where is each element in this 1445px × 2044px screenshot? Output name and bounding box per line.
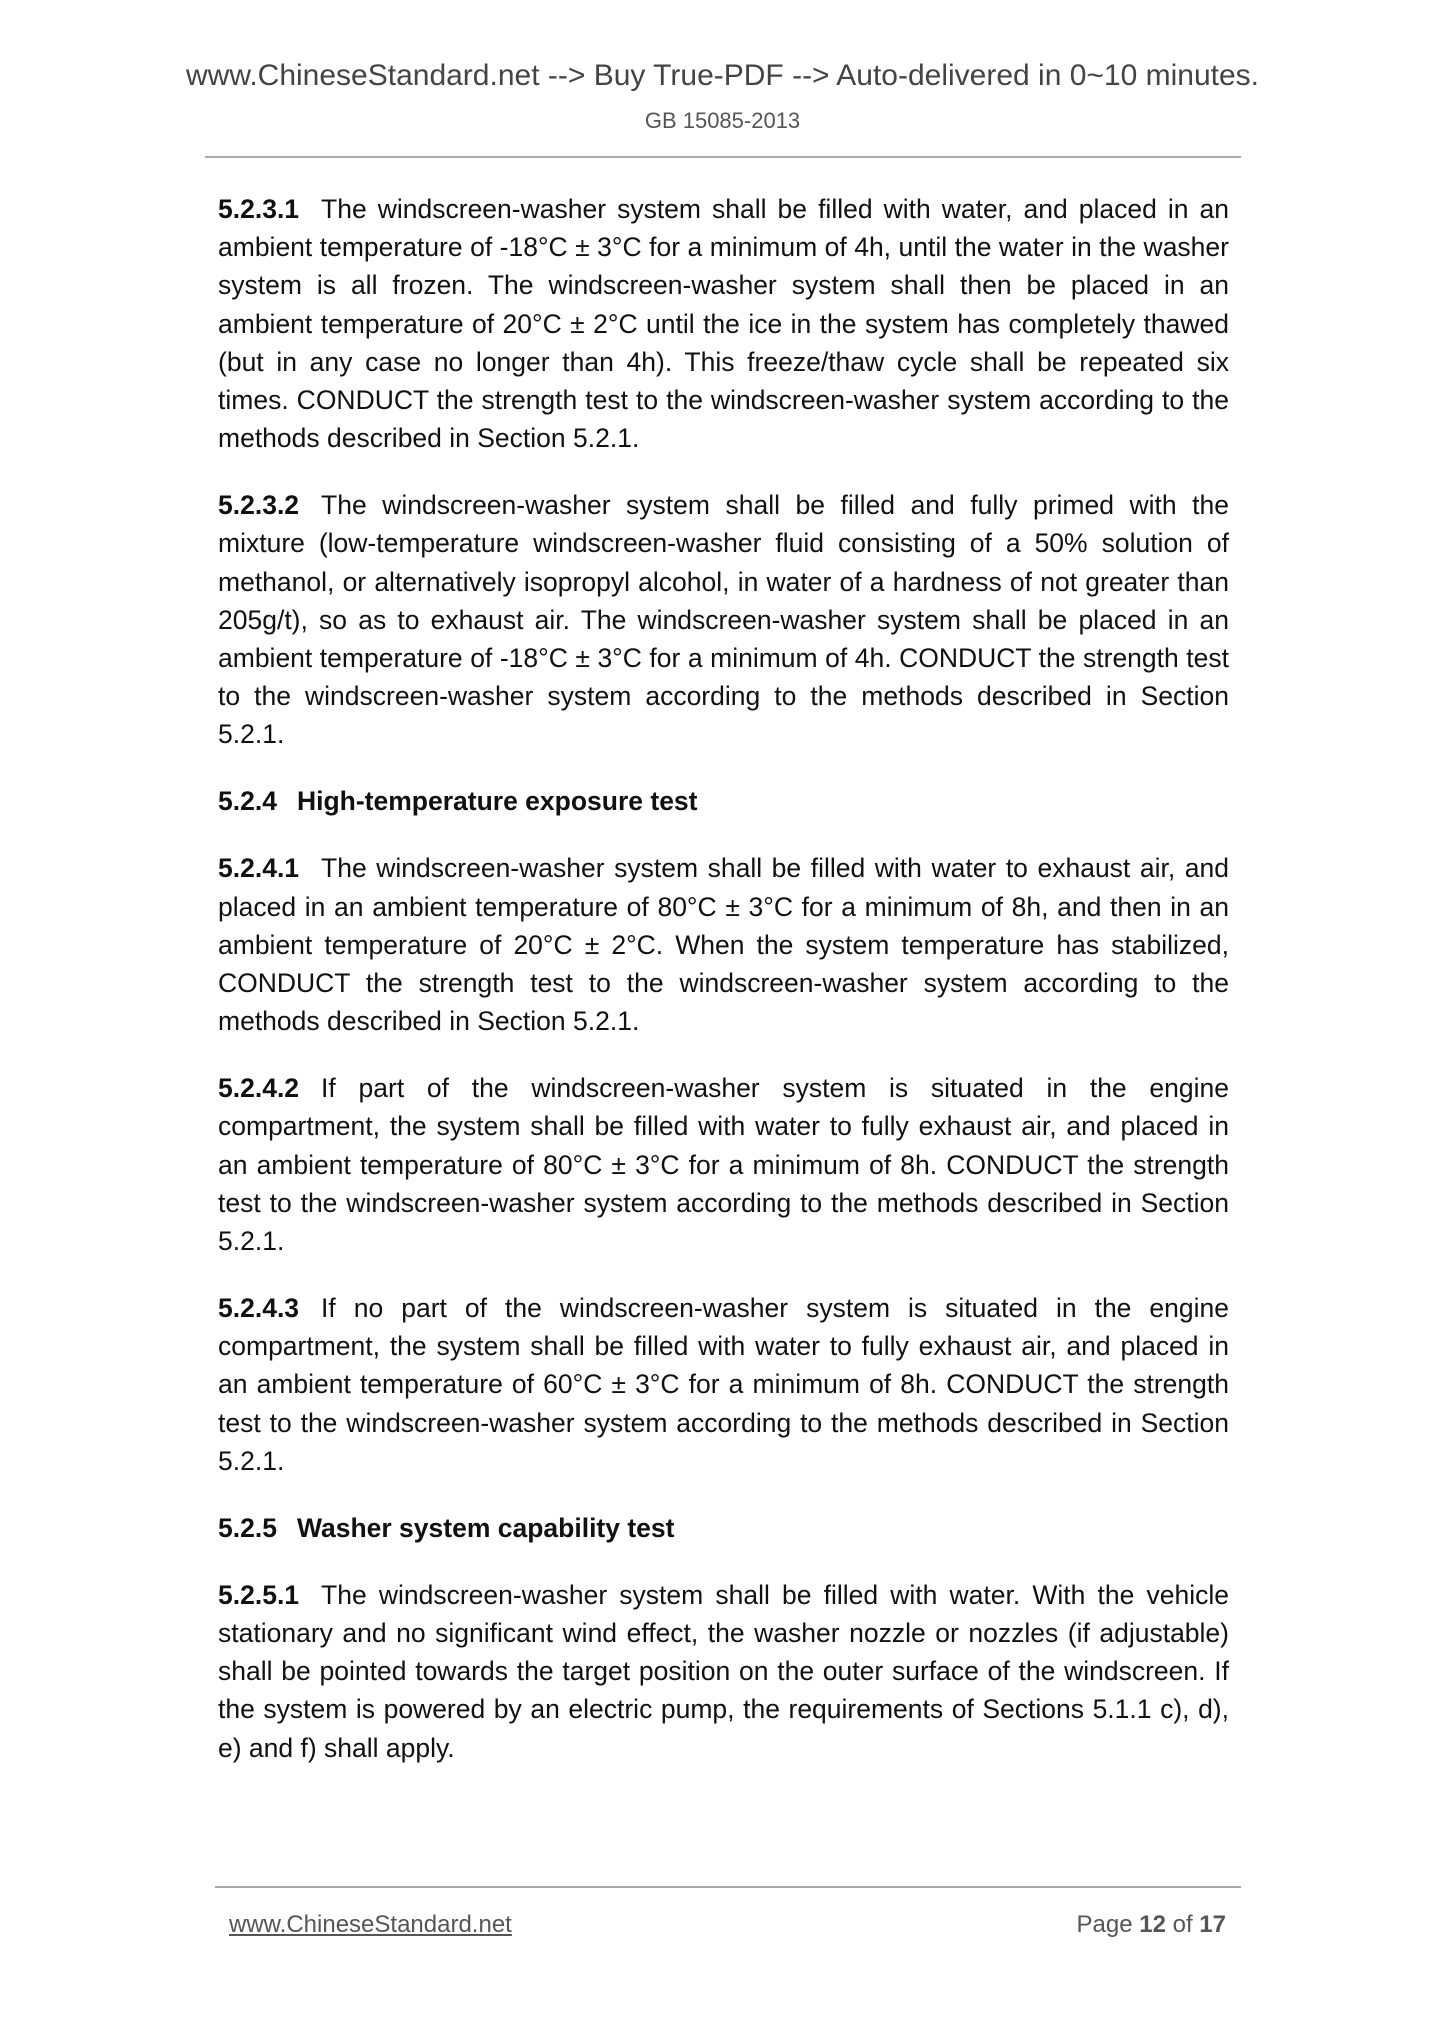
footer-site-link[interactable]: www.ChineseStandard.net — [229, 1911, 512, 1938]
footer-divider — [215, 1886, 1241, 1888]
page-total: 17 — [1199, 1911, 1226, 1938]
document-body — [218, 190, 1229, 1796]
clause-5-2-4-1 — [218, 849, 1229, 1040]
clause-text: The windscreen-washer system shall be filled and fully primed with the mixture (low-temperature windscreen-washer fluid consisting of a 50% solution of methanol, or alternatively isopropyl alcohol, in water of a hardness of not greater than 205g/t), so as to exhaust air. The windscreen-washer system shall be placed in an ambient temperature of -18°C ± 3°C for a minimum of 4h. CONDUCT the strength test to the windscreen-washer system according to the methods described in Section 5.2.1. — [218, 490, 1229, 750]
section-title: High-temperature exposure test — [296, 786, 698, 817]
section-number: 5.2.5 — [218, 1512, 277, 1543]
section-number: 5.2.4 — [218, 786, 277, 817]
clause-5-2-3-1 — [218, 190, 1229, 457]
top-banner: www.ChineseStandard.net --> Buy True-PDF --> Auto-delivered in 0~10 minutes. — [185, 59, 1260, 92]
clause-number: 5.2.4.3 — [218, 1293, 300, 1324]
clause-text: The windscreen-washer system shall be filled with water to exhaust air, and placed in an ambient temperature of 80°C ± 3°C for a minimum of 8h, and then in an ambient temperature of 20°C ± 2°C. When the system temperature has stabilized, CONDUCT the strength test to the windscreen-washer system according to the methods described in Section 5.2.1. — [218, 853, 1229, 1037]
clause-5-2-4-2 — [218, 1069, 1229, 1260]
clause-number: 5.2.5.1 — [218, 1579, 300, 1610]
section-heading-5-2-4 — [218, 782, 1229, 820]
clause-number: 5.2.4.1 — [218, 853, 300, 884]
clause-number: 5.2.4.2 — [218, 1073, 300, 1104]
clause-text: The windscreen-washer system shall be filled with water, and placed in an ambient temperature of -18°C ± 3°C for a minimum of 4h, until the water in the washer system is all frozen. The windscreen-washer system shall then be placed in an ambient temperature of 20°C ± 2°C until the ice in the system has completely thawed (but in any case no longer than 4h). This freeze/thaw cycle shall be repeated six times. CONDUCT the strength test to the windscreen-washer system according to the methods described in Section 5.2.1. — [218, 194, 1229, 454]
clause-number: 5.2.3.2 — [218, 490, 300, 521]
page-indicator — [1077, 1911, 1227, 1939]
clause-5-2-3-2 — [218, 486, 1229, 753]
clause-5-2-4-3 — [218, 1289, 1229, 1480]
header-divider — [205, 156, 1241, 158]
clause-5-2-5-1 — [218, 1576, 1229, 1767]
clause-text: The windscreen-washer system shall be filled with water. With the vehicle stationary and no significant wind effect, the washer nozzle or nozzles (if adjustable) shall be pointed towards the target position on the outer surface of the windscreen. If the system is powered by an electric pump, the requirements of Sections 5.1.1 c), d), e) and f) shall apply. — [218, 1579, 1229, 1763]
clause-text: If part of the windscreen-washer system is situated in the engine compartment, the system shall be filled with water to fully exhaust air, and placed in an ambient temperature of 80°C ± 3°C for a minimum of 8h. CONDUCT the strength test to the windscreen-washer system according to the methods described in Section 5.2.1. — [218, 1073, 1229, 1257]
page-of: of — [1172, 1911, 1193, 1938]
page-prefix: Page — [1076, 1911, 1133, 1938]
standard-code: GB 15085-2013 — [644, 108, 801, 133]
clause-text: If no part of the windscreen-washer system is situated in the engine compartment, the system shall be filled with water to fully exhaust air, and placed in an ambient temperature of 60°C ± 3°C for a minimum of 8h. CONDUCT the strength test to the windscreen-washer system according to the methods described in Section 5.2.1. — [218, 1293, 1229, 1476]
clause-number: 5.2.3.1 — [218, 194, 300, 224]
section-heading-5-2-5 — [218, 1509, 1229, 1547]
page-current: 12 — [1139, 1911, 1166, 1938]
section-title: Washer system capability test — [296, 1512, 675, 1543]
